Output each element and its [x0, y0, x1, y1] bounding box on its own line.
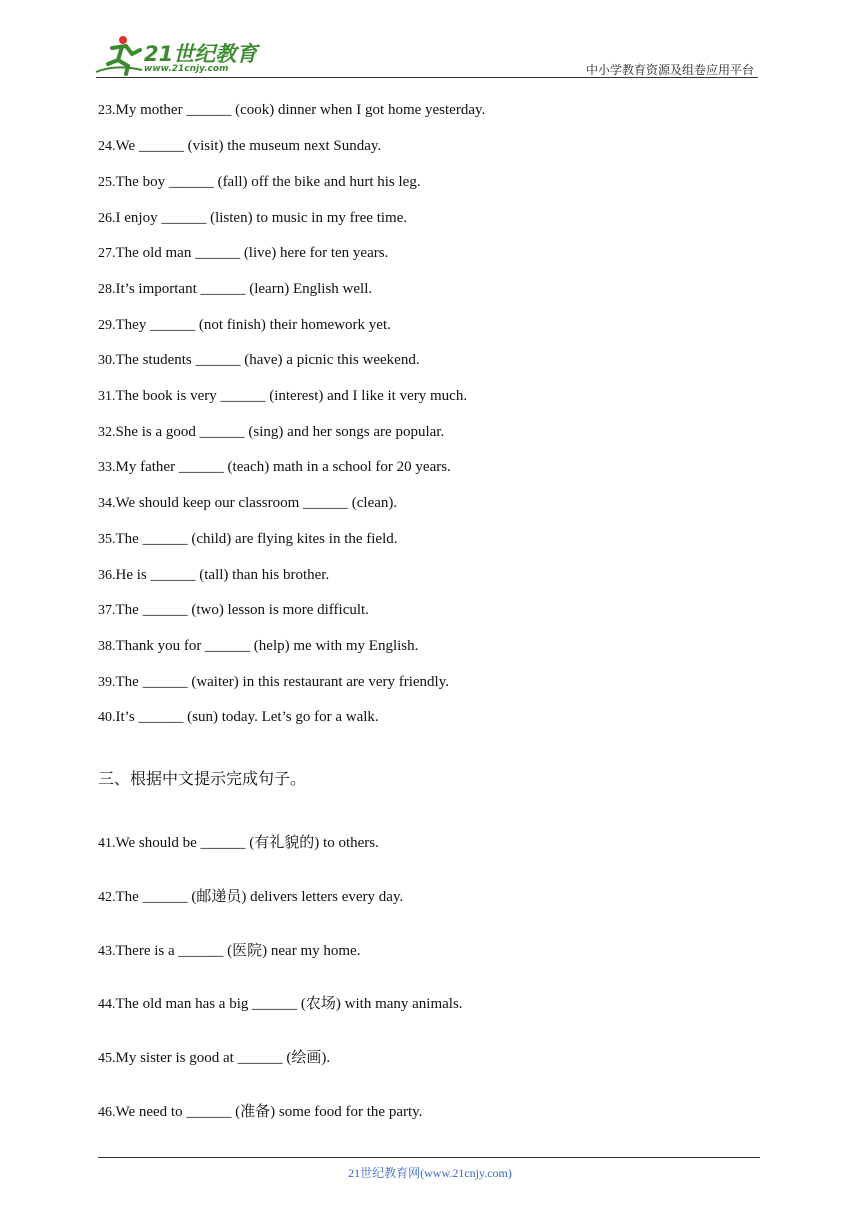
runner-logo-icon [92, 34, 152, 78]
footer-link[interactable]: 21世纪教育网(www.21cnjy.com) [348, 1166, 512, 1180]
site-logo [92, 34, 262, 78]
question-29: 29.They ______ (not finish) their homework yet. [98, 317, 391, 333]
question-41: 41.We should be ______ (有礼貌的) to others. [98, 833, 379, 851]
question-34: 34.We should keep our classroom ______ (clean). [98, 495, 398, 511]
question-44: 44.The old man has a big ______ (农场) with many animals. [98, 994, 463, 1012]
question-28: 28.It’s important ______ (learn) English well. [98, 281, 373, 297]
question-37: 37.The ______ (two) lesson is more difficult. [98, 602, 369, 618]
question-32: 32.She is a good ______ (sing) and her songs are popular. [98, 424, 445, 440]
question-36: 36.He is ______ (tall) than his brother. [98, 567, 330, 583]
question-46: 46.We need to ______ (准备) some food for the party. [98, 1102, 423, 1120]
logo-text: 21世纪教育 [144, 42, 258, 66]
question-25: 25.The boy ______ (fall) off the bike and hurt his leg. [98, 174, 421, 190]
platform-name: 中小学教育资源及组卷应用平台 [585, 63, 754, 77]
question-43: 43.There is a ______ (医院) near my home. [98, 941, 361, 959]
question-38: 38.Thank you for ______ (help) me with my English. [98, 638, 419, 654]
page-header [0, 0, 860, 80]
question-30: 30.The students ______ (have) a picnic this weekend. [98, 352, 420, 368]
question-39: 39.The ______ (waiter) in this restaurant are very friendly. [98, 674, 449, 690]
section-3-heading: 三、根据中文提示完成句子。 [98, 769, 307, 788]
question-26: 26.I enjoy ______ (listen) to music in my free time. [98, 210, 408, 226]
question-40: 40.It’s ______ (sun) today. Let’s go for a walk. [98, 709, 379, 725]
question-35: 35.The ______ (child) are flying kites in the field. [98, 531, 398, 547]
question-31: 31.The book is very ______ (interest) and I like it very much. [98, 388, 468, 404]
question-33: 33.My father ______ (teach) math in a school for 20 years. [98, 459, 451, 475]
question-27: 27.The old man ______ (live) here for ten years. [98, 245, 389, 261]
footer-divider [98, 1157, 760, 1158]
question-24: 24.We ______ (visit) the museum next Sunday. [98, 138, 382, 154]
question-42: 42.The ______ (邮递员) delivers letters every day. [98, 887, 404, 905]
header-divider [96, 77, 758, 78]
logo-url: www.21cnjy.com [144, 64, 229, 74]
question-45: 45.My sister is good at ______ (绘画). [98, 1048, 331, 1066]
question-23: 23.My mother ______ (cook) dinner when I got home yesterday. [98, 102, 486, 118]
